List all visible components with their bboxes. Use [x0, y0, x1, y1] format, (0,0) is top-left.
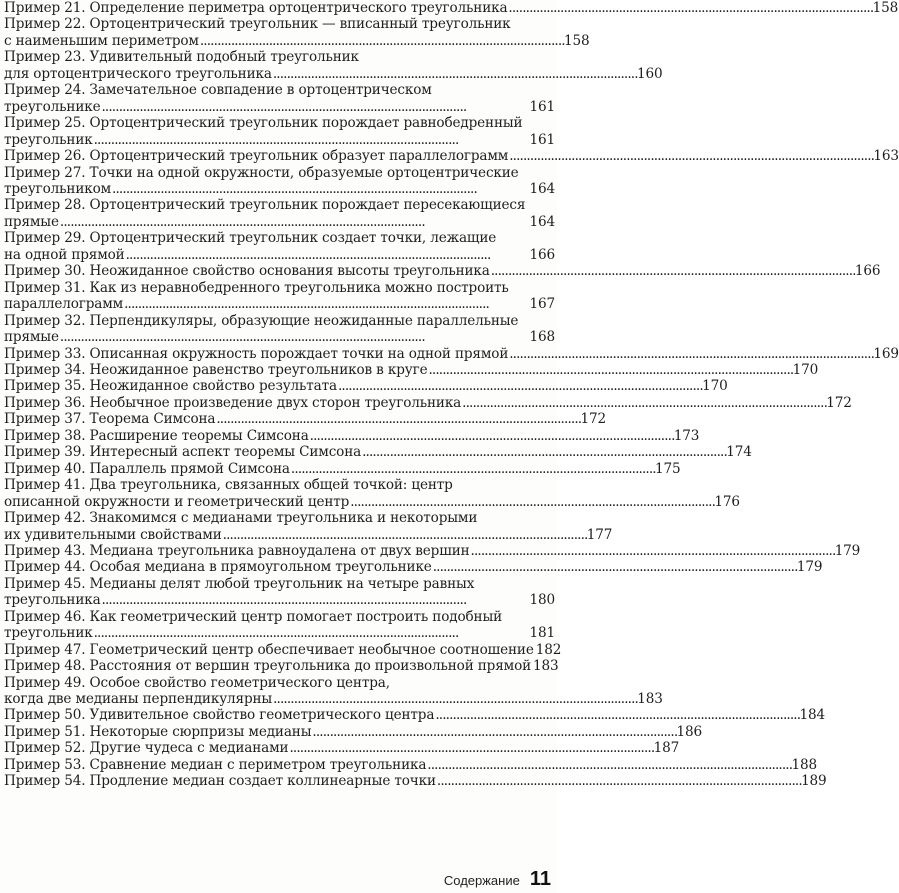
toc-entry-title: прямые	[4, 329, 59, 346]
toc-entry	[4, 361, 819, 378]
toc-entry	[4, 559, 823, 576]
toc-entry-title: Пример 31. Как из неравнобедренного треугольника можно построить	[4, 279, 509, 296]
dot-leader	[350, 494, 713, 510]
toc-entry-last-line	[4, 756, 817, 773]
toc-page-number: 170	[792, 361, 819, 378]
toc-entry-title: Пример 24. Замечательное совпадение в ортоцентрическом	[4, 82, 432, 99]
toc-entry-last-line	[4, 592, 555, 608]
toc-entry	[4, 197, 555, 230]
toc-entry-last-line	[4, 559, 823, 576]
dot-leader	[126, 247, 529, 263]
toc-page-number: 174	[726, 444, 752, 461]
toc-entry-title: треугольник	[4, 131, 93, 148]
toc-page-number: 166	[529, 246, 555, 263]
toc-entry-title: Пример 26. Ортоцентрический треугольник образует параллелограмм	[4, 148, 509, 165]
toc-entry-line	[4, 477, 555, 493]
toc-entry-last-line	[4, 460, 681, 477]
toc-entry-title: Пример 47. Геометрический центр обеспечивает необычное соотношение	[4, 641, 534, 658]
toc-entry-title: Пример 22. Ортоцентрический треугольник — вписанный треугольник	[4, 16, 511, 33]
dot-leader	[216, 411, 579, 427]
toc-entry-last-line	[4, 32, 590, 49]
toc-entry-title: Пример 35. Неожиданное свойство результата	[4, 378, 337, 395]
toc-page-number: 167	[529, 296, 555, 313]
dot-leader	[124, 296, 528, 312]
toc-entry-title: Пример 50. Удивительное свойство геометрического центра	[4, 707, 435, 724]
toc-entry-last-line	[4, 0, 899, 16]
dot-leader	[200, 33, 563, 49]
dot-leader	[273, 66, 636, 82]
toc-page-number: 172	[826, 394, 852, 411]
dot-leader	[60, 214, 529, 230]
toc-entry-title: Пример 54. Продление медиан создает коллинеарные точки	[4, 773, 436, 790]
dot-leader	[509, 346, 872, 362]
toc-entry	[4, 477, 740, 510]
dot-leader	[462, 395, 825, 411]
toc-entry	[4, 444, 752, 461]
toc-entry-title: Пример 27. Точки на одной окружности, образуемые ортоцентрические	[4, 164, 519, 181]
toc-entry	[4, 16, 590, 49]
toc-entry-title: Пример 49. Особое свойство геометрического центра,	[4, 674, 390, 691]
toc-page-number: 161	[529, 131, 555, 148]
dot-leader	[94, 625, 529, 641]
toc-entry-title: Пример 44. Особая медиана в прямоугольном треугольнике	[4, 559, 432, 576]
toc-entry	[4, 609, 555, 642]
toc-entry-line	[4, 609, 555, 625]
toc-entry-title: Пример 23. Удивительный подобный треугольник	[4, 49, 359, 66]
toc-entry-last-line	[4, 394, 852, 411]
dot-leader	[509, 148, 872, 164]
toc-entry-title: Пример 29. Ортоцентрический треугольник создает точки, лежащие	[4, 230, 497, 247]
toc-entry-title: Пример 48. Расстояния от вершин треугольника до произвольной прямой	[4, 658, 532, 675]
toc-entry-title: Пример 51. Некоторые сюрпризы медианы	[4, 723, 312, 740]
toc-page-number: 160	[636, 65, 663, 82]
toc-entry-title: когда две медианы перпендикулярны	[4, 691, 273, 708]
toc-page-number: 158	[564, 32, 590, 49]
toc-page-number: 177	[586, 526, 613, 543]
toc-entry	[4, 230, 555, 263]
toc-entry-last-line	[4, 247, 555, 263]
toc-page-number: 166	[854, 263, 881, 280]
toc-entry-last-line	[4, 641, 562, 658]
toc-entry-title: Пример 42. Знакомимся с медианами треугольника и некоторыми	[4, 510, 478, 527]
dot-leader	[112, 181, 528, 197]
toc-page-number: 176	[714, 493, 740, 510]
toc-entry-title: треугольнике	[4, 98, 101, 115]
toc-entry-last-line	[4, 296, 555, 312]
toc-page-number: 175	[655, 460, 681, 477]
toc-entry-last-line	[4, 214, 555, 230]
toc-entry	[4, 115, 555, 148]
dot-leader	[312, 724, 675, 740]
toc-entry-last-line	[4, 99, 555, 115]
toc-entry-last-line	[4, 691, 663, 708]
toc-entry-last-line	[4, 411, 606, 428]
toc-page-number: 184	[799, 707, 825, 724]
toc-entry-title: Пример 32. Перпендикуляры, образующие неожиданные параллельные	[4, 312, 519, 329]
toc-entry-last-line	[4, 658, 559, 675]
toc-page-number: 164	[529, 180, 555, 197]
toc-entry-last-line	[4, 181, 555, 197]
toc-entry	[4, 394, 852, 411]
toc-entry-last-line	[4, 444, 752, 461]
dot-leader	[94, 132, 529, 148]
toc-page-number: 187	[653, 740, 680, 757]
dot-leader	[362, 444, 725, 460]
toc-entry-title: Пример 38. Расширение теоремы Симсона	[4, 427, 309, 444]
dot-leader	[338, 378, 701, 394]
table-of-contents	[4, 0, 899, 790]
toc-entry-title: треугольник	[4, 625, 93, 642]
toc-entry-last-line	[4, 493, 740, 510]
toc-entry	[4, 707, 825, 724]
toc-entry-line	[4, 510, 555, 526]
toc-entry-last-line	[4, 723, 703, 740]
dot-leader	[508, 0, 871, 16]
toc-page-number: 183	[637, 691, 663, 708]
toc-entry-title: для ортоцентрического треугольника	[4, 65, 272, 82]
toc-entry	[4, 82, 555, 115]
toc-entry-last-line	[4, 526, 613, 543]
toc-entry-title: Пример 21. Определение периметра ортоцентрического треугольника	[4, 0, 508, 16]
toc-entry-last-line	[4, 65, 663, 82]
toc-page-number: 158	[872, 0, 899, 16]
toc-entry-line	[4, 280, 555, 296]
toc-entry-title: Пример 28. Ортоцентрический треугольник порождает пересекающиеся	[4, 197, 526, 214]
toc-entry	[4, 674, 663, 708]
toc-page-number: 169	[873, 345, 899, 362]
toc-entry	[4, 460, 681, 477]
dot-leader	[223, 527, 586, 543]
toc-entry-line	[4, 197, 555, 213]
dot-leader	[310, 428, 673, 444]
toc-entry-title: на одной прямой	[4, 246, 125, 263]
toc-entry-title: треугольника	[4, 592, 101, 609]
toc-entry-title: Пример 45. Медианы делят любой треугольник на четыре равных	[4, 575, 475, 592]
toc-entry	[4, 576, 555, 609]
toc-page-number: 181	[529, 625, 555, 642]
toc-entry-title: прямые	[4, 213, 59, 230]
toc-entry-line	[4, 49, 555, 65]
toc-entry-title: Пример 53. Сравнение медиан с периметром треугольника	[4, 756, 427, 773]
toc-entry-title: Пример 30. Неожиданное свойство основания высоты треугольника	[4, 263, 490, 280]
toc-page-number: 172	[580, 411, 606, 428]
toc-entry-last-line	[4, 329, 555, 345]
toc-page-number: 163	[873, 148, 899, 165]
toc-entry-title: их удивительными свойствами	[4, 526, 222, 543]
toc-entry-last-line	[4, 625, 555, 641]
toc-page-number: 161	[529, 98, 555, 115]
toc-page-number: 183	[533, 658, 559, 675]
toc-entry	[4, 49, 663, 82]
toc-entry	[4, 510, 613, 543]
page-footer	[444, 868, 551, 891]
toc-page-number: 188	[791, 756, 817, 773]
toc-entry-title: параллелограмм	[4, 296, 124, 313]
dot-leader	[101, 99, 528, 115]
toc-entry	[4, 740, 680, 757]
toc-entry-title: треугольником	[4, 180, 112, 197]
toc-entry	[4, 378, 728, 395]
toc-page-number: 186	[676, 723, 703, 740]
dot-leader	[435, 707, 798, 723]
dot-leader	[491, 263, 854, 279]
toc-entry-line	[4, 115, 555, 131]
toc-entry-last-line	[4, 378, 728, 395]
toc-entry	[4, 723, 703, 740]
toc-entry-line	[4, 16, 555, 32]
toc-entry-last-line	[4, 707, 825, 724]
toc-entry	[4, 641, 562, 658]
toc-entry-title: Пример 39. Интересный аспект теоремы Симсона	[4, 444, 362, 461]
toc-entry	[4, 263, 881, 280]
toc-entry	[4, 313, 555, 346]
toc-page-number: 182	[535, 641, 562, 658]
toc-entry-title: описанной окружности и геометрический центр	[4, 493, 350, 510]
toc-entry-last-line	[4, 427, 700, 444]
toc-entry-last-line	[4, 740, 680, 757]
toc-entry-title: Пример 43. Медиана треугольника равноудалена от двух вершин	[4, 542, 470, 559]
toc-entry-last-line	[4, 148, 899, 165]
toc-entry-line	[4, 230, 555, 246]
footer-section-label: Содержание	[443, 873, 520, 888]
toc-entry-title: Пример 37. Теорема Симсона	[4, 411, 216, 428]
toc-page-number: 180	[529, 592, 555, 609]
toc-entry-last-line	[4, 132, 555, 148]
dot-leader	[427, 757, 790, 773]
toc-entry-last-line	[4, 345, 899, 362]
toc-entry-last-line	[4, 263, 881, 280]
dot-leader	[433, 559, 796, 575]
toc-entry-title: Пример 34. Неожиданное равенство треугольников в круге	[4, 361, 428, 378]
toc-entry-last-line	[4, 773, 827, 790]
dot-leader	[437, 773, 800, 789]
toc-entry	[4, 411, 606, 428]
toc-entry-title: с наименьшим периметром	[4, 32, 199, 49]
toc-entry-line	[4, 675, 555, 691]
toc-entry-title: Пример 33. Описанная окружность порождает точки на одной прямой	[4, 345, 509, 362]
toc-entry-line	[4, 576, 555, 592]
toc-page-number: 168	[529, 329, 555, 346]
toc-entry	[4, 280, 555, 313]
toc-entry	[4, 0, 899, 16]
toc-entry-line	[4, 82, 555, 98]
toc-page-number: 179	[834, 542, 861, 559]
toc-entry-last-line	[4, 542, 861, 559]
toc-entry-line	[4, 313, 555, 329]
dot-leader	[471, 543, 834, 559]
toc-entry-title: Пример 41. Два треугольника, связанных общей точкой: центр	[4, 477, 453, 494]
dot-leader	[428, 362, 791, 378]
toc-entry-title: Пример 25. Ортоцентрический треугольник порождает равнобедренный	[4, 115, 523, 132]
toc-entry-title: Пример 46. Как геометрический центр помогает построить подобный	[4, 608, 503, 625]
toc-entry	[4, 756, 817, 773]
dot-leader	[289, 740, 652, 756]
toc-entry	[4, 773, 827, 790]
toc-entry-line	[4, 165, 555, 181]
toc-page-number: 179	[796, 559, 823, 576]
toc-entry	[4, 148, 899, 165]
toc-entry-title: Пример 36. Необычное произведение двух сторон треугольника	[4, 394, 462, 411]
dot-leader	[291, 461, 654, 477]
toc-entry	[4, 658, 559, 675]
toc-page-number: 173	[673, 427, 700, 444]
toc-entry	[4, 427, 700, 444]
toc-page-number: 189	[801, 773, 827, 790]
toc-entry	[4, 165, 555, 198]
toc-entry-title: Пример 40. Параллель прямой Симсона	[4, 460, 290, 477]
toc-page-number: 170	[702, 378, 728, 395]
dot-leader	[60, 329, 529, 345]
footer-page-number: 11	[529, 868, 551, 890]
toc-page-number: 164	[529, 213, 555, 230]
toc-entry-last-line	[4, 361, 819, 378]
dot-leader	[273, 691, 636, 707]
toc-entry	[4, 542, 861, 559]
toc-entry-title: Пример 52. Другие чудеса с медианами	[4, 740, 289, 757]
toc-entry	[4, 345, 899, 362]
dot-leader	[102, 592, 529, 608]
